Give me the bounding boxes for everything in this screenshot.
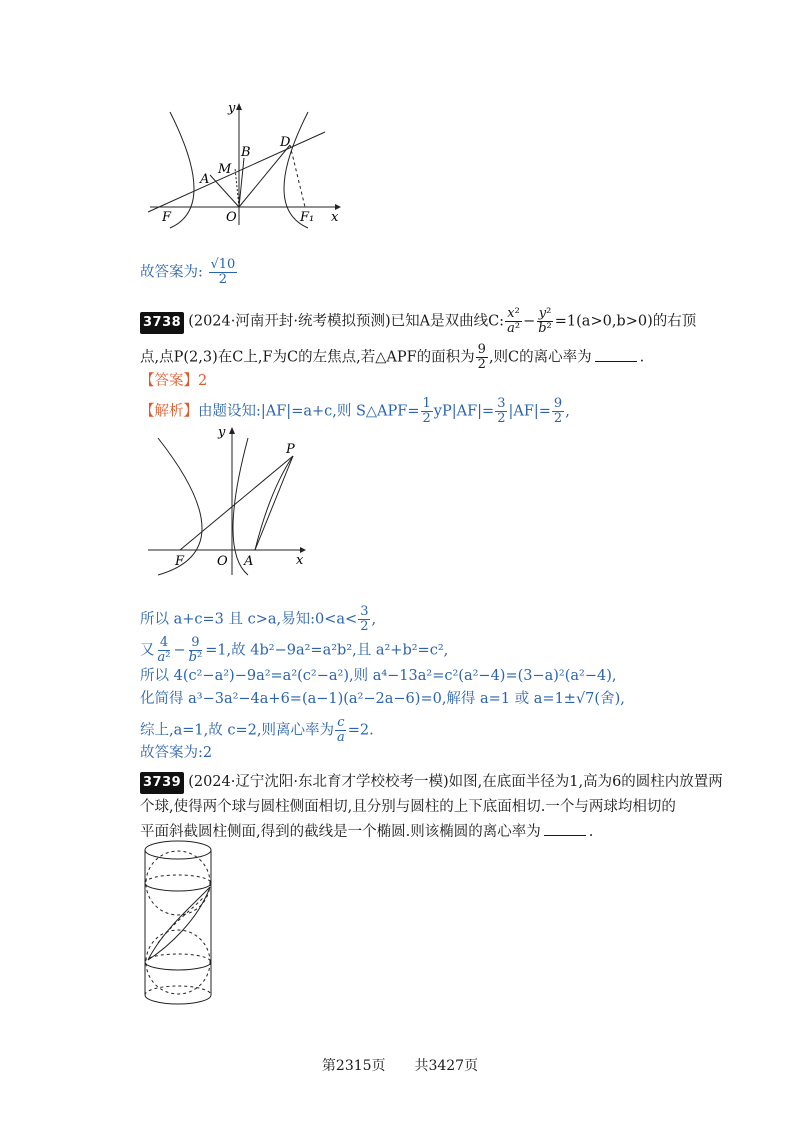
page-footer: [0, 1055, 800, 1075]
q3738-line1: 3738 (2024·河南开封·统考模拟预测)已知A是双曲线C: $\frac{\text{x²}}{\text{a²}}$ − $\frac{\text{y²}}{\text{b²}}$ =1(a>0,b>0)的右顶: [140, 307, 696, 336]
q3738-condition: =1(a>0,b>0)的右顶: [554, 313, 697, 330]
q3738-line2a: 点,点P(2,3)在C上,F为C的左焦点,若△APF的面积为: [140, 349, 475, 366]
fig1-label-D: D: [280, 135, 291, 150]
q3739-number: 3739: [140, 772, 184, 794]
q3739-line2: 个球,使得两个球与圆柱侧面相切,且分别与圆柱的上下底面相切.一个与两球均相切的: [140, 799, 676, 815]
footer-total-pages: 共3427页: [414, 1058, 479, 1074]
q3738-answer-value: 2: [198, 373, 208, 389]
fig1-label-F1: F₁: [300, 210, 315, 225]
fig2-label-A: A: [244, 554, 254, 569]
q3739-line3: 平面斜截圆柱侧面,得到的截线是一个椭圆.则该椭圆的离心率为 .: [140, 821, 593, 842]
q3738-analysis-mid2: |AF|=: [508, 403, 551, 420]
fig2-label-O: O: [217, 554, 228, 569]
q3738-analysis-label: 【解析】: [140, 403, 198, 420]
fig1-label-x: x: [331, 210, 339, 225]
q3739-answer-blank: [544, 821, 586, 836]
q3738-step1-text: 所以 a+c=3 且 c>a,易知:0<a<: [140, 611, 358, 628]
q3738-step1: 所以 a+c=3 且 c>a,易知:0<a< $\frac{3}{2}$ ,: [140, 604, 377, 634]
fig1-label-y: y: [228, 101, 236, 116]
prev-answer-fraction: [209, 258, 238, 287]
q3738-analysis-mid: yP|AF|=: [433, 403, 495, 420]
q3738-source: (2024·河南开封·统考模拟预测)已知A是双曲线C:: [188, 313, 505, 330]
prev-answer: [140, 258, 238, 287]
q3738-analysis: 【解析】由题设知:|AF|=a+c,则 S△APF= $\frac{1}{2}$ yP|AF|= $\frac{3}{2}$ |AF|= $\frac{9}{2}$ ,: [140, 396, 570, 426]
fig2-label-x: x: [296, 553, 304, 568]
q3738-step5-a: 综上,a=1,故 c=2,则离心率为: [140, 722, 334, 739]
q3738-answer-blank: [595, 347, 637, 362]
q3738-answer: [140, 371, 207, 391]
fig1-label-B: B: [241, 145, 251, 160]
q3738-line2b: ,则C的离心率为: [488, 349, 592, 366]
fig1-label-M: M: [218, 162, 232, 177]
fig1-label-O: O: [226, 210, 237, 225]
footer-page-number: 第2315页: [321, 1058, 386, 1074]
figure-cylinder: [138, 835, 228, 1015]
q3738-step3: 所以 4(c²−a²)−9a²=a²(c²−a²),则 a⁴−13a²=c²(a²−4)=(3−a)²(a²−4),: [140, 668, 617, 684]
q3738-step2-a: 又: [140, 642, 155, 659]
q3738-step5-b: =2.: [347, 722, 374, 739]
q3738-line2: 点,点P(2,3)在C上,F为C的左焦点,若△APF的面积为 $\frac{9}{2}$ ,则C的离心率为 .: [140, 342, 645, 372]
q3739-line1-text: (2024·辽宁沈阳·东北育才学校校考一模)如图,在底面半径为1,高为6的圆柱内放置两: [188, 774, 723, 790]
figure-hyperbola-1: [140, 100, 350, 230]
fig1-label-A: A: [200, 172, 210, 187]
fig1-label-F: F: [162, 210, 172, 225]
fig2-label-y: y: [218, 425, 226, 440]
q3738-analysis-text: 由题设知:|AF|=a+c,则 S△APF=: [198, 403, 420, 420]
fig2-label-F: F: [175, 554, 185, 569]
q3738-step5: 综上,a=1,故 c=2,则离心率为 $\frac{c}{a}$ =2.: [140, 715, 374, 745]
figure-hyperbola-2: [140, 420, 315, 580]
q3739-line1: [140, 772, 723, 794]
q3738-step2: 又 $\frac{4}{\text{a²}}$ − $\frac{9}{\text{b²}}$ =1,故 4b²−9a²=a²b²,且 a²+b²=c²,: [140, 635, 449, 665]
q3738-answer-label: 【答案】: [140, 373, 198, 389]
fig2-label-P: P: [286, 442, 295, 457]
prev-answer-num: √10: [210, 257, 236, 272]
q3738-step6: 故答案为:2: [140, 745, 213, 761]
q3738-step2-b: −: [173, 642, 186, 659]
q3738-step2-c: =1,故 4b²−9a²=a²b²,且 a²+b²=c²,: [205, 642, 449, 659]
q3738-step4: 化简得 a³−3a²−4a+6=(a−1)(a²−2a−6)=0,解得 a=1 或 a=1±√7(舍),: [140, 691, 625, 707]
q3738-number: 3738: [140, 312, 184, 334]
prev-answer-den: 2: [218, 272, 228, 287]
q3739-line3-text: 平面斜截圆柱侧面,得到的截线是一个椭圆.则该椭圆的离心率为: [140, 824, 541, 840]
prev-answer-prefix: 故答案为:: [140, 264, 203, 281]
